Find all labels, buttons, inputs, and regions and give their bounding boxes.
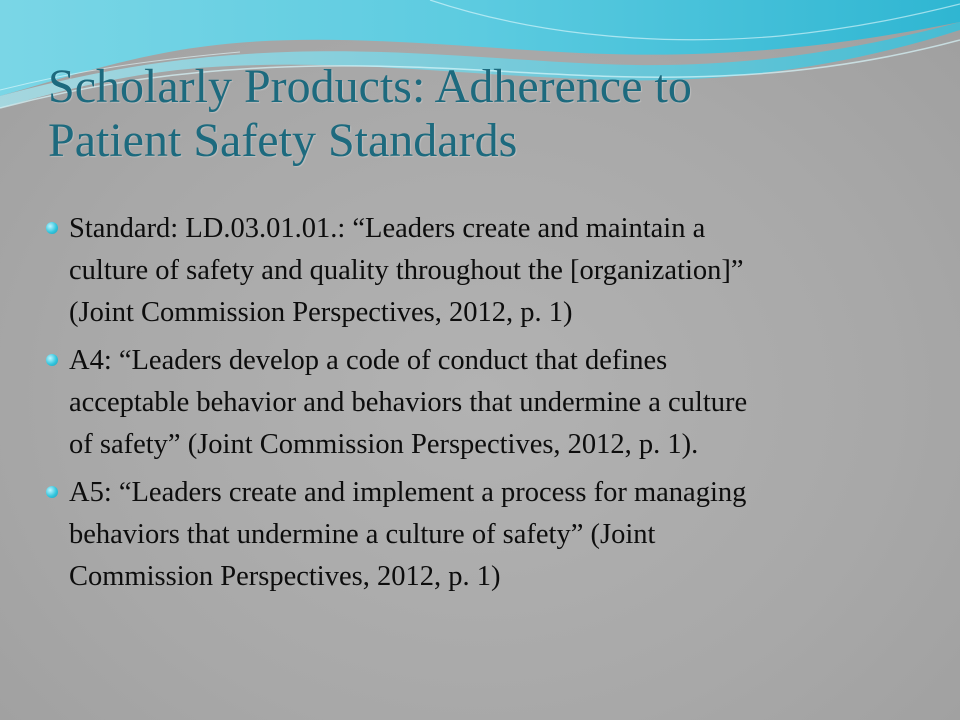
slide-title [48, 60, 928, 168]
bullet-dot-icon [46, 354, 58, 366]
bullet-text-line: (Joint Commission Perspectives, 2012, p. 1) [69, 297, 573, 328]
bullet-item-a4 [42, 340, 922, 466]
slide-title-line-2: Patient Safety Standards [48, 114, 518, 167]
bullet-list [42, 208, 922, 604]
bullet-text-line: culture of safety and quality throughout the [organization]” [69, 255, 744, 286]
bullet-text-line: Commission Perspectives, 2012, p. 1) [69, 561, 501, 592]
bullet-dot-icon [46, 486, 58, 498]
bullet-text-line: A5: “Leaders create and implement a process for managing [69, 477, 747, 508]
bullet-text-line: acceptable behavior and behaviors that undermine a culture [69, 387, 748, 418]
slide-title-line-1: Scholarly Products: Adherence to [48, 60, 692, 113]
bullet-text-line: behaviors that undermine a culture of safety” (Joint [69, 519, 656, 550]
bullet-text-line: Standard: LD.03.01.01.: “Leaders create and maintain a [69, 213, 706, 244]
bullet-item-standard-ld [42, 208, 922, 334]
bullet-text-line: A4: “Leaders develop a code of conduct that defines [69, 345, 668, 376]
bullet-text-line: of safety” (Joint Commission Perspectives, 2012, p. 1). [69, 429, 699, 460]
bullet-item-a5 [42, 472, 922, 598]
bullet-dot-icon [46, 222, 58, 234]
